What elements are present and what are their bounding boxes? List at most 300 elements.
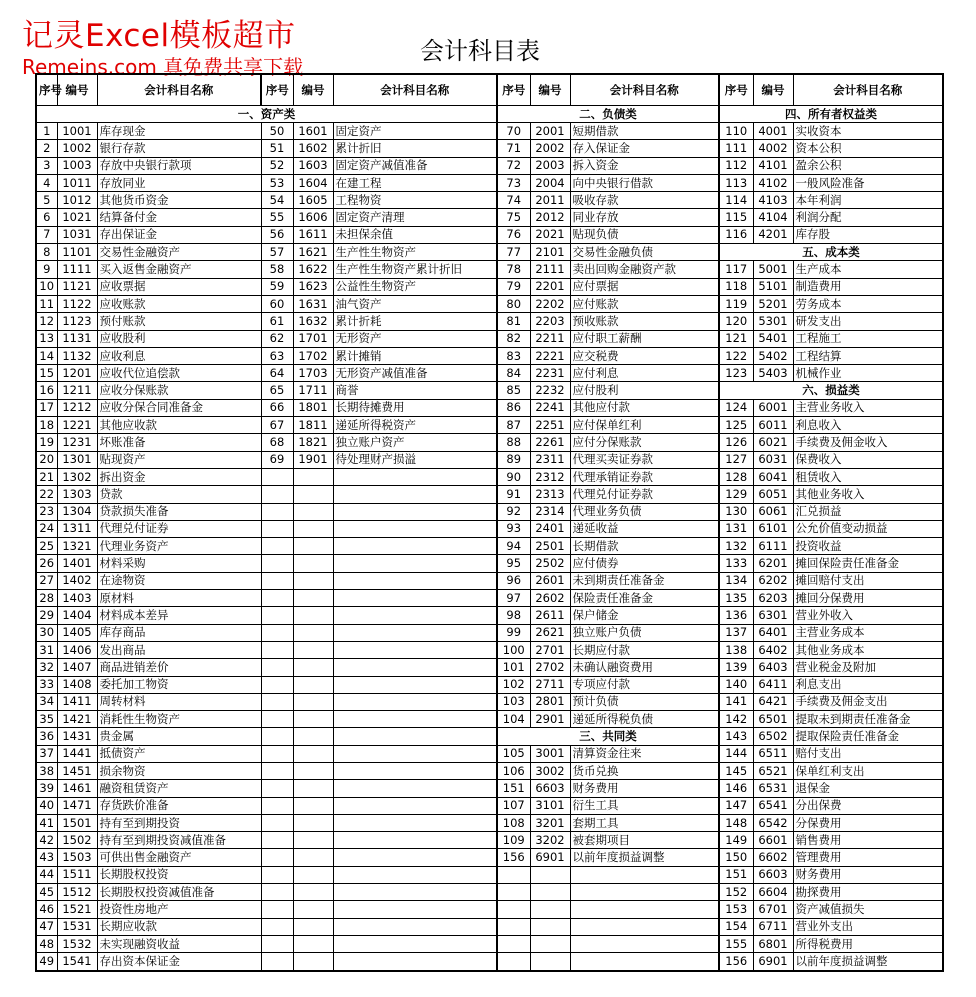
code-cell: 1901 [293, 451, 333, 468]
seq-cell: 29 [36, 607, 57, 624]
table-row [36, 745, 943, 762]
code-cell: 6601 [753, 832, 793, 849]
code-cell: 6603 [753, 866, 793, 883]
empty-cell [293, 935, 333, 952]
code-cell: 2241 [530, 399, 570, 416]
seq-cell: 54 [261, 192, 293, 209]
header-seq: 序号 [719, 74, 753, 106]
name-cell: 生产成本 [793, 261, 943, 278]
empty-cell [333, 711, 497, 728]
empty-cell [333, 590, 497, 607]
seq-cell: 25 [36, 538, 57, 555]
code-cell: 2261 [530, 434, 570, 451]
code-cell: 6301 [753, 607, 793, 624]
seq-cell: 50 [261, 123, 293, 140]
code-cell: 6201 [753, 555, 793, 572]
code-cell: 2201 [530, 278, 570, 295]
code-cell: 2601 [530, 572, 570, 589]
empty-cell [261, 538, 293, 555]
name-cell: 财务费用 [570, 780, 719, 797]
seq-cell: 17 [36, 399, 57, 416]
seq-cell: 33 [36, 676, 57, 693]
empty-cell [293, 659, 333, 676]
code-cell: 6501 [753, 711, 793, 728]
name-cell: 利息收入 [793, 417, 943, 434]
seq-cell: 8 [36, 244, 57, 261]
code-cell: 6401 [753, 624, 793, 641]
seq-cell: 81 [497, 313, 530, 330]
name-cell: 主营业务收入 [793, 399, 943, 416]
code-cell: 6602 [753, 849, 793, 866]
empty-cell [293, 814, 333, 831]
name-cell: 其他应付款 [570, 399, 719, 416]
seq-cell: 30 [36, 624, 57, 641]
seq-cell: 40 [36, 797, 57, 814]
name-cell: 保险责任准备金 [570, 590, 719, 607]
table-row [36, 226, 943, 243]
watermark-line1: 记灵Excel模板超市 [22, 18, 296, 54]
section-common: 三、共同类 [497, 728, 719, 745]
code-cell: 2232 [530, 382, 570, 399]
empty-cell [333, 538, 497, 555]
code-cell: 6051 [753, 486, 793, 503]
empty-cell [261, 780, 293, 797]
name-cell: 贷款损失准备 [97, 503, 261, 520]
seq-cell: 4 [36, 174, 57, 191]
empty-cell [333, 468, 497, 485]
section-liabilities: 二、负债类 [497, 106, 719, 123]
name-cell: 货币兑换 [570, 762, 719, 779]
name-cell: 无形资产 [333, 330, 497, 347]
seq-cell: 113 [719, 174, 753, 191]
code-cell: 6001 [753, 399, 793, 416]
empty-cell [261, 468, 293, 485]
seq-cell: 68 [261, 434, 293, 451]
code-cell: 1404 [57, 607, 97, 624]
seq-cell: 57 [261, 244, 293, 261]
seq-cell: 65 [261, 382, 293, 399]
name-cell: 被套期项目 [570, 832, 719, 849]
seq-cell: 156 [497, 849, 530, 866]
empty-cell [293, 641, 333, 658]
seq-cell: 48 [36, 935, 57, 952]
table-row [36, 866, 943, 883]
seq-cell: 105 [497, 745, 530, 762]
name-cell: 营业税金及附加 [793, 659, 943, 676]
name-cell: 无形资产减值准备 [333, 365, 497, 382]
code-cell: 2711 [530, 676, 570, 693]
name-cell: 商誉 [333, 382, 497, 399]
seq-cell: 34 [36, 693, 57, 710]
page-title: 会计科目表 [420, 37, 540, 65]
code-cell: 1405 [57, 624, 97, 641]
empty-cell [293, 953, 333, 971]
seq-cell: 70 [497, 123, 530, 140]
name-cell: 汇兑损益 [793, 503, 943, 520]
name-cell: 预付账款 [97, 313, 261, 330]
name-cell: 委托加工物资 [97, 676, 261, 693]
empty-cell [261, 762, 293, 779]
seq-cell: 125 [719, 417, 753, 434]
seq-cell: 43 [36, 849, 57, 866]
seq-cell: 116 [719, 226, 753, 243]
name-cell: 公允价值变动损益 [793, 520, 943, 537]
name-cell: 应付保单红利 [570, 417, 719, 434]
name-cell: 营业外收入 [793, 607, 943, 624]
table-row [36, 849, 943, 866]
seq-cell: 66 [261, 399, 293, 416]
code-cell: 1631 [293, 295, 333, 312]
seq-cell: 37 [36, 745, 57, 762]
name-cell: 保户储金 [570, 607, 719, 624]
code-cell: 5401 [753, 330, 793, 347]
name-cell: 递延收益 [570, 520, 719, 537]
seq-cell: 112 [719, 157, 753, 174]
name-cell: 坏账准备 [97, 434, 261, 451]
seq-cell: 143 [719, 728, 753, 745]
seq-cell: 118 [719, 278, 753, 295]
empty-cell [333, 641, 497, 658]
code-cell: 6402 [753, 641, 793, 658]
seq-cell: 96 [497, 572, 530, 589]
table-row [36, 935, 943, 952]
seq-cell: 91 [497, 486, 530, 503]
code-cell: 2702 [530, 659, 570, 676]
code-cell: 2311 [530, 451, 570, 468]
empty-cell [261, 590, 293, 607]
code-cell: 1212 [57, 399, 97, 416]
seq-cell: 78 [497, 261, 530, 278]
empty-cell [293, 572, 333, 589]
code-cell: 2111 [530, 261, 570, 278]
name-cell: 租赁收入 [793, 468, 943, 485]
name-cell: 代理业务资产 [97, 538, 261, 555]
code-cell: 1111 [57, 261, 97, 278]
empty-cell [261, 901, 293, 918]
name-cell: 持有至到期投资减值准备 [97, 832, 261, 849]
code-cell: 6202 [753, 572, 793, 589]
code-cell: 1602 [293, 140, 333, 157]
code-cell: 6603 [530, 780, 570, 797]
seq-cell: 128 [719, 468, 753, 485]
table-row [36, 174, 943, 191]
code-cell: 1301 [57, 451, 97, 468]
seq-cell: 106 [497, 762, 530, 779]
seq-cell: 62 [261, 330, 293, 347]
code-cell: 2011 [530, 192, 570, 209]
header-code: 编号 [530, 74, 570, 106]
code-cell: 6101 [753, 520, 793, 537]
seq-cell: 99 [497, 624, 530, 641]
empty-cell [293, 503, 333, 520]
section-assets: 一、资产类 [36, 106, 497, 123]
code-cell: 2003 [530, 157, 570, 174]
seq-cell: 151 [497, 780, 530, 797]
name-cell: 公益性生物资产 [333, 278, 497, 295]
code-cell: 1623 [293, 278, 333, 295]
account-table [35, 73, 944, 972]
empty-cell [261, 832, 293, 849]
name-cell: 应付账款 [570, 295, 719, 312]
seq-cell: 55 [261, 209, 293, 226]
empty-cell [293, 832, 333, 849]
table-row [36, 814, 943, 831]
name-cell: 卖出回购金融资产款 [570, 261, 719, 278]
header-name: 会计科目名称 [333, 74, 497, 106]
code-cell: 1123 [57, 313, 97, 330]
name-cell: 存放中央银行款项 [97, 157, 261, 174]
seq-cell: 56 [261, 226, 293, 243]
empty-cell [530, 901, 570, 918]
code-cell: 1702 [293, 347, 333, 364]
table-row [36, 676, 943, 693]
table-row [36, 451, 943, 468]
code-cell: 1012 [57, 192, 97, 209]
name-cell: 累计折耗 [333, 313, 497, 330]
seq-cell: 3 [36, 157, 57, 174]
table-row [36, 884, 943, 901]
name-cell: 长期股权投资 [97, 866, 261, 883]
seq-cell: 119 [719, 295, 753, 312]
empty-cell [333, 607, 497, 624]
seq-cell: 153 [719, 901, 753, 918]
code-cell: 2021 [530, 226, 570, 243]
code-cell: 1451 [57, 762, 97, 779]
empty-cell [333, 728, 497, 745]
seq-cell: 10 [36, 278, 57, 295]
empty-cell [333, 780, 497, 797]
header-name: 会计科目名称 [97, 74, 261, 106]
empty-cell [293, 711, 333, 728]
table-row [36, 157, 943, 174]
code-cell: 1541 [57, 953, 97, 971]
seq-cell: 155 [719, 935, 753, 952]
name-cell: 代理业务负债 [570, 503, 719, 520]
seq-cell: 28 [36, 590, 57, 607]
name-cell: 劳务成本 [793, 295, 943, 312]
empty-cell [293, 468, 333, 485]
empty-cell [293, 590, 333, 607]
section-pl: 六、损益类 [719, 382, 943, 399]
table-row [36, 572, 943, 589]
code-cell: 2314 [530, 503, 570, 520]
empty-cell [333, 520, 497, 537]
seq-cell: 42 [36, 832, 57, 849]
name-cell: 材料成本差异 [97, 607, 261, 624]
name-cell: 应付利息 [570, 365, 719, 382]
name-cell: 原材料 [97, 590, 261, 607]
seq-cell: 83 [497, 347, 530, 364]
seq-cell: 94 [497, 538, 530, 555]
name-cell: 应收票据 [97, 278, 261, 295]
name-cell: 固定资产清理 [333, 209, 497, 226]
code-cell: 4102 [753, 174, 793, 191]
seq-cell: 19 [36, 434, 57, 451]
code-cell: 1605 [293, 192, 333, 209]
name-cell: 营业外支出 [793, 918, 943, 935]
seq-cell: 115 [719, 209, 753, 226]
code-cell: 4001 [753, 123, 793, 140]
empty-cell [261, 797, 293, 814]
code-cell: 1622 [293, 261, 333, 278]
name-cell: 利息支出 [793, 676, 943, 693]
seq-cell: 126 [719, 434, 753, 451]
header-code: 编号 [753, 74, 793, 106]
name-cell: 向中央银行借款 [570, 174, 719, 191]
seq-cell: 11 [36, 295, 57, 312]
code-cell: 6061 [753, 503, 793, 520]
name-cell: 资本公积 [793, 140, 943, 157]
code-cell: 6531 [753, 780, 793, 797]
code-cell: 1502 [57, 832, 97, 849]
empty-cell [570, 935, 719, 952]
code-cell: 1632 [293, 313, 333, 330]
empty-cell [293, 849, 333, 866]
name-cell: 清算资金往来 [570, 745, 719, 762]
empty-cell [293, 676, 333, 693]
name-cell: 在建工程 [333, 174, 497, 191]
name-cell: 递延所得税负债 [570, 711, 719, 728]
name-cell: 工程施工 [793, 330, 943, 347]
empty-cell [530, 953, 570, 971]
seq-cell: 136 [719, 607, 753, 624]
name-cell: 未担保余值 [333, 226, 497, 243]
code-cell: 1532 [57, 935, 97, 952]
seq-cell: 90 [497, 468, 530, 485]
name-cell: 独立账户资产 [333, 434, 497, 451]
table-row [36, 728, 943, 745]
seq-cell: 69 [261, 451, 293, 468]
seq-cell: 130 [719, 503, 753, 520]
seq-cell: 74 [497, 192, 530, 209]
table-row [36, 417, 943, 434]
name-cell: 机械作业 [793, 365, 943, 382]
code-cell: 1408 [57, 676, 97, 693]
empty-cell [293, 520, 333, 537]
seq-cell: 129 [719, 486, 753, 503]
code-cell: 5403 [753, 365, 793, 382]
seq-cell: 12 [36, 313, 57, 330]
code-cell: 1011 [57, 174, 97, 191]
name-cell: 存入保证金 [570, 140, 719, 157]
code-cell: 3002 [530, 762, 570, 779]
code-cell: 1512 [57, 884, 97, 901]
seq-cell: 7 [36, 226, 57, 243]
name-cell: 长期应付款 [570, 641, 719, 658]
empty-cell [261, 711, 293, 728]
table-row [36, 295, 943, 312]
code-cell: 2621 [530, 624, 570, 641]
code-cell: 1511 [57, 866, 97, 883]
code-cell: 2211 [530, 330, 570, 347]
name-cell: 消耗性生物资产 [97, 711, 261, 728]
table-row [36, 192, 943, 209]
code-cell: 3001 [530, 745, 570, 762]
name-cell: 固定资产 [333, 123, 497, 140]
empty-cell [293, 693, 333, 710]
header-name: 会计科目名称 [793, 74, 943, 106]
empty-cell [530, 866, 570, 883]
empty-cell [261, 486, 293, 503]
name-cell: 工程结算 [793, 347, 943, 364]
name-cell: 长期应收款 [97, 918, 261, 935]
code-cell: 6542 [753, 814, 793, 831]
empty-cell [530, 918, 570, 935]
seq-cell: 64 [261, 365, 293, 382]
code-cell: 1621 [293, 244, 333, 261]
empty-cell [333, 503, 497, 520]
seq-cell: 108 [497, 814, 530, 831]
table-row [36, 399, 943, 416]
seq-cell: 20 [36, 451, 57, 468]
seq-cell: 139 [719, 659, 753, 676]
empty-cell [570, 918, 719, 935]
empty-cell [261, 520, 293, 537]
name-cell: 库存商品 [97, 624, 261, 641]
name-cell: 损余物资 [97, 762, 261, 779]
seq-cell: 142 [719, 711, 753, 728]
code-cell: 1003 [57, 157, 97, 174]
seq-cell: 98 [497, 607, 530, 624]
name-cell: 银行存款 [97, 140, 261, 157]
seq-cell: 1 [36, 123, 57, 140]
seq-cell: 95 [497, 555, 530, 572]
empty-cell [261, 676, 293, 693]
empty-cell [497, 918, 530, 935]
name-cell: 提取保险责任准备金 [793, 728, 943, 745]
seq-cell: 101 [497, 659, 530, 676]
empty-cell [333, 486, 497, 503]
empty-cell [570, 953, 719, 971]
name-cell: 摊回分保费用 [793, 590, 943, 607]
seq-cell: 14 [36, 347, 57, 364]
empty-cell [333, 901, 497, 918]
seq-cell: 39 [36, 780, 57, 797]
empty-cell [333, 659, 497, 676]
name-cell: 抵债资产 [97, 745, 261, 762]
table-row [36, 832, 943, 849]
code-cell: 2004 [530, 174, 570, 191]
code-cell: 1402 [57, 572, 97, 589]
name-cell: 代理兑付证券 [97, 520, 261, 537]
name-cell: 应付职工薪酬 [570, 330, 719, 347]
empty-cell [261, 607, 293, 624]
name-cell: 套期工具 [570, 814, 719, 831]
seq-cell: 53 [261, 174, 293, 191]
code-cell: 1121 [57, 278, 97, 295]
seq-cell: 51 [261, 140, 293, 157]
code-cell: 1501 [57, 814, 97, 831]
name-cell: 销售费用 [793, 832, 943, 849]
code-cell: 1401 [57, 555, 97, 572]
section-row [36, 106, 943, 123]
seq-cell: 72 [497, 157, 530, 174]
seq-cell: 107 [497, 797, 530, 814]
empty-cell [293, 780, 333, 797]
seq-cell: 109 [497, 832, 530, 849]
seq-cell: 63 [261, 347, 293, 364]
code-cell: 4201 [753, 226, 793, 243]
empty-cell [293, 797, 333, 814]
name-cell: 累计折旧 [333, 140, 497, 157]
code-cell: 4103 [753, 192, 793, 209]
seq-cell: 75 [497, 209, 530, 226]
empty-cell [293, 901, 333, 918]
name-cell: 持有至到期投资 [97, 814, 261, 831]
name-cell: 贴现资产 [97, 451, 261, 468]
code-cell: 1611 [293, 226, 333, 243]
name-cell: 其他业务成本 [793, 641, 943, 658]
